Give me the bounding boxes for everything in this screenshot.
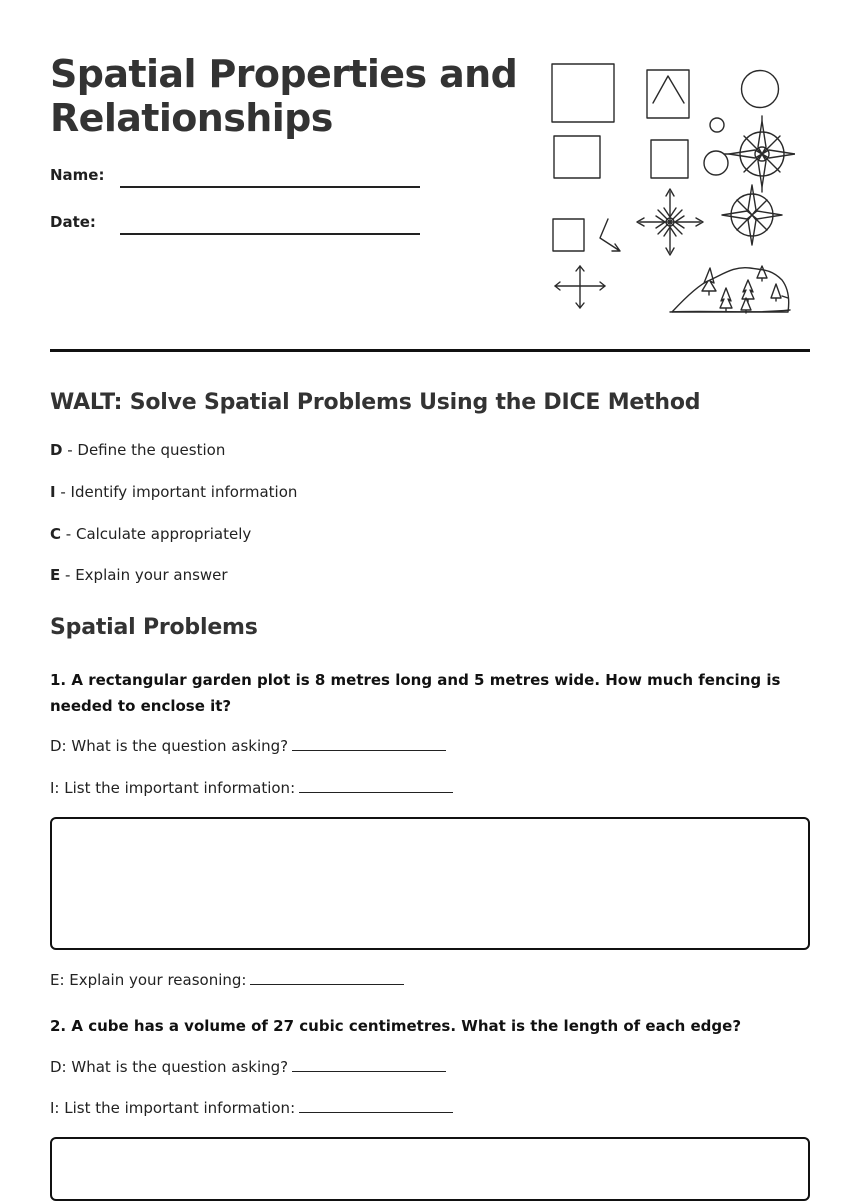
dice-letter: E (50, 566, 61, 584)
compass-star-icon (637, 189, 703, 255)
name-line[interactable] (120, 186, 420, 188)
dice-step-d (50, 441, 225, 459)
compass-rose-icon (724, 116, 795, 192)
answer-blank[interactable] (250, 972, 404, 985)
prompt-text: E: Explain your reasoning: (50, 971, 247, 989)
dice-text: - Define the question (62, 441, 226, 459)
medium-square-icon-2 (651, 140, 688, 178)
section-divider (50, 349, 810, 352)
spatial-doodles-icon (550, 58, 795, 318)
page-title: Spatial Properties and Relationships (50, 52, 518, 140)
answer-blank[interactable] (299, 1100, 453, 1113)
q1-calculation-box[interactable] (50, 817, 810, 950)
q1-identify-prompt (50, 779, 453, 797)
q2-identify-prompt (50, 1099, 453, 1117)
spatial-problems-heading: Spatial Problems (50, 615, 258, 640)
answer-blank[interactable] (292, 738, 446, 751)
chevron-icon (600, 219, 620, 251)
question-1: 1. A rectangular garden plot is 8 metres long and 5 metres wide. How much fencing is needed to enclose it? (50, 671, 781, 715)
dice-step-e (50, 566, 228, 584)
medium-square-icon (554, 136, 600, 178)
four-way-arrow-icon (555, 266, 605, 308)
q2-define-prompt (50, 1058, 446, 1076)
dice-text: - Identify important information (55, 483, 298, 501)
date-line[interactable] (120, 233, 420, 235)
small-square-icon (553, 219, 584, 251)
prompt-text: D: What is the question asking? (50, 1058, 289, 1076)
q1-explain-prompt (50, 971, 404, 989)
small-circle-icon (710, 118, 724, 132)
dice-step-c (50, 525, 251, 543)
q1-define-prompt (50, 737, 446, 755)
name-label: Name: (50, 166, 105, 184)
question-2: 2. A cube has a volume of 27 cubic centimetres. What is the length of each edge? (50, 1017, 742, 1035)
dice-letter: C (50, 525, 62, 543)
date-field[interactable] (50, 213, 420, 237)
q2-calculation-box[interactable] (50, 1137, 810, 1201)
prompt-text: I: List the important information: (50, 779, 296, 797)
dice-step-i (50, 483, 297, 501)
large-circle-icon (742, 71, 779, 108)
compass-rose-icon-2 (722, 185, 782, 245)
answer-blank[interactable] (299, 780, 453, 793)
answer-blank[interactable] (292, 1059, 446, 1072)
name-field[interactable] (50, 166, 420, 190)
dice-letter: I (50, 483, 56, 501)
mountain-trees-icon (670, 266, 790, 313)
walt-heading: WALT: Solve Spatial Problems Using the DICE Method (50, 390, 701, 415)
prompt-text: I: List the important information: (50, 1099, 296, 1117)
large-square-icon (552, 64, 614, 122)
dice-text: - Calculate appropriately (61, 525, 252, 543)
date-label: Date: (50, 213, 96, 231)
dice-letter: D (50, 441, 63, 459)
dice-text: - Explain your answer (60, 566, 228, 584)
prompt-text: D: What is the question asking? (50, 737, 289, 755)
